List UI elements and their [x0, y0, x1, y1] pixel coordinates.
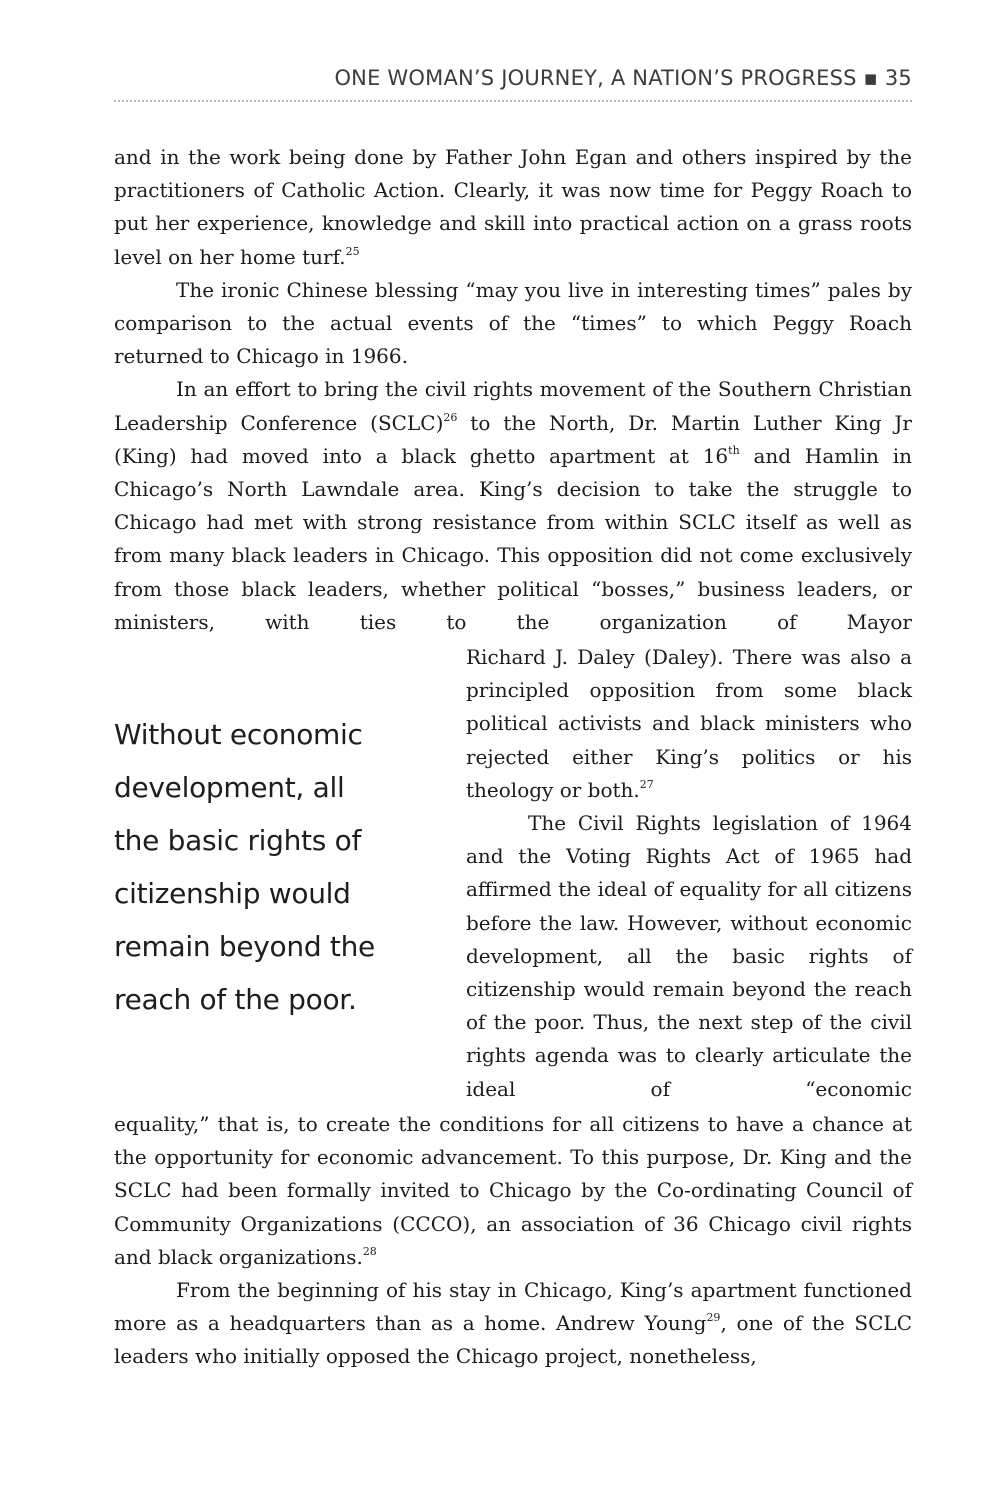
pull-quote-line: citizenship would — [114, 877, 351, 910]
paragraph-5: From the beginning of his stay in Chicago, King’s apartment functioned more as a headquarters than as a home. Andrew Young$^{29}$, one of the SCLC leaders who initially opposed the Chicago project, nonetheless, — [114, 1278, 912, 1369]
pull-quote-line: remain beyond the — [114, 930, 375, 963]
footnote-ref-26: 26 — [443, 410, 458, 424]
running-header — [114, 62, 912, 102]
pull-quote-line: Without economic — [114, 718, 363, 751]
pull-quote — [114, 708, 414, 1026]
paragraph-3-start: In an effort to bring the civil rights movement of the Southern Christian Leadership Conference (SCLC)$^{26}$ to the North, Dr. Martin Luther King Jr (King) had moved into a black ghetto apartment at 16th and Hamlin in Chicago’s North Lawndale area. King’s decision to take the struggle to Chicago had met with strong resistance from within SCLC itself as well as from many black leaders in Chicago. This opposition did not come exclusively from those black leaders, whether political “bosses,” business leaders, or ministers, with ties to the organization of Mayor — [114, 377, 912, 634]
pull-quote-line: development, all — [114, 771, 345, 804]
superscript-th: th — [728, 443, 740, 457]
footnote-ref-25: 25 — [345, 244, 360, 258]
body-text-column — [466, 641, 912, 1106]
paragraph-4-end: equality,” that is, to create the conditions for all citizens to have a chance at the opportunity for economic advancement. To this purpose, Dr. King and the SCLC had been formally invited to Chicago by the Co-ordinating Council of Community Organizations (CCCO), an association of 36 Chicago civil rights and black organizations.$^{28}$ — [114, 1112, 912, 1269]
paragraph-2: The ironic Chinese blessing “may you live in interesting times” pales by comparison to the actual events of the “times” to which Peggy Roach returned to Chicago in 1966. — [114, 277, 912, 369]
running-title: ONE WOMAN’S JOURNEY, A NATION’S PROGRESS — [334, 66, 857, 90]
paragraph-4-start: The Civil Rights legislation of 1964 and the Voting Rights Act of 1965 had affirmed the ideal of equality for all citizens before the law. However, without economic development, all the basic rights of citizenship would remain beyond the reach of the poor. Thus, the next step of the civil rights agenda was to clearly articulate the ideal of “economic — [466, 811, 912, 1101]
pull-quote-line: reach of the poor. — [114, 983, 357, 1016]
body-text-bottom — [114, 1108, 912, 1374]
header-separator: ▪ — [863, 66, 878, 90]
paragraph-3-end: Richard J. Daley (Daley). There was also a principled opposition from some black political activists and black ministers who rejected either King’s politics or his theology or both.$^{27}$ — [466, 645, 912, 802]
paragraph-1: and in the work being done by Father John Egan and others inspired by the practitioners of Catholic Action. Clearly, it was now time for Peggy Roach to put her experience, knowledge and skill into practical action on a grass roots level on her home turf.$^{25}$ — [114, 145, 912, 269]
pull-quote-line: the basic rights of — [114, 824, 362, 857]
footnote-ref-29: 29 — [706, 1311, 721, 1325]
page-number: 35 — [884, 66, 912, 90]
body-text-top — [114, 141, 912, 639]
footnote-ref-28: 28 — [362, 1244, 377, 1258]
footnote-ref-27: 27 — [639, 777, 654, 791]
